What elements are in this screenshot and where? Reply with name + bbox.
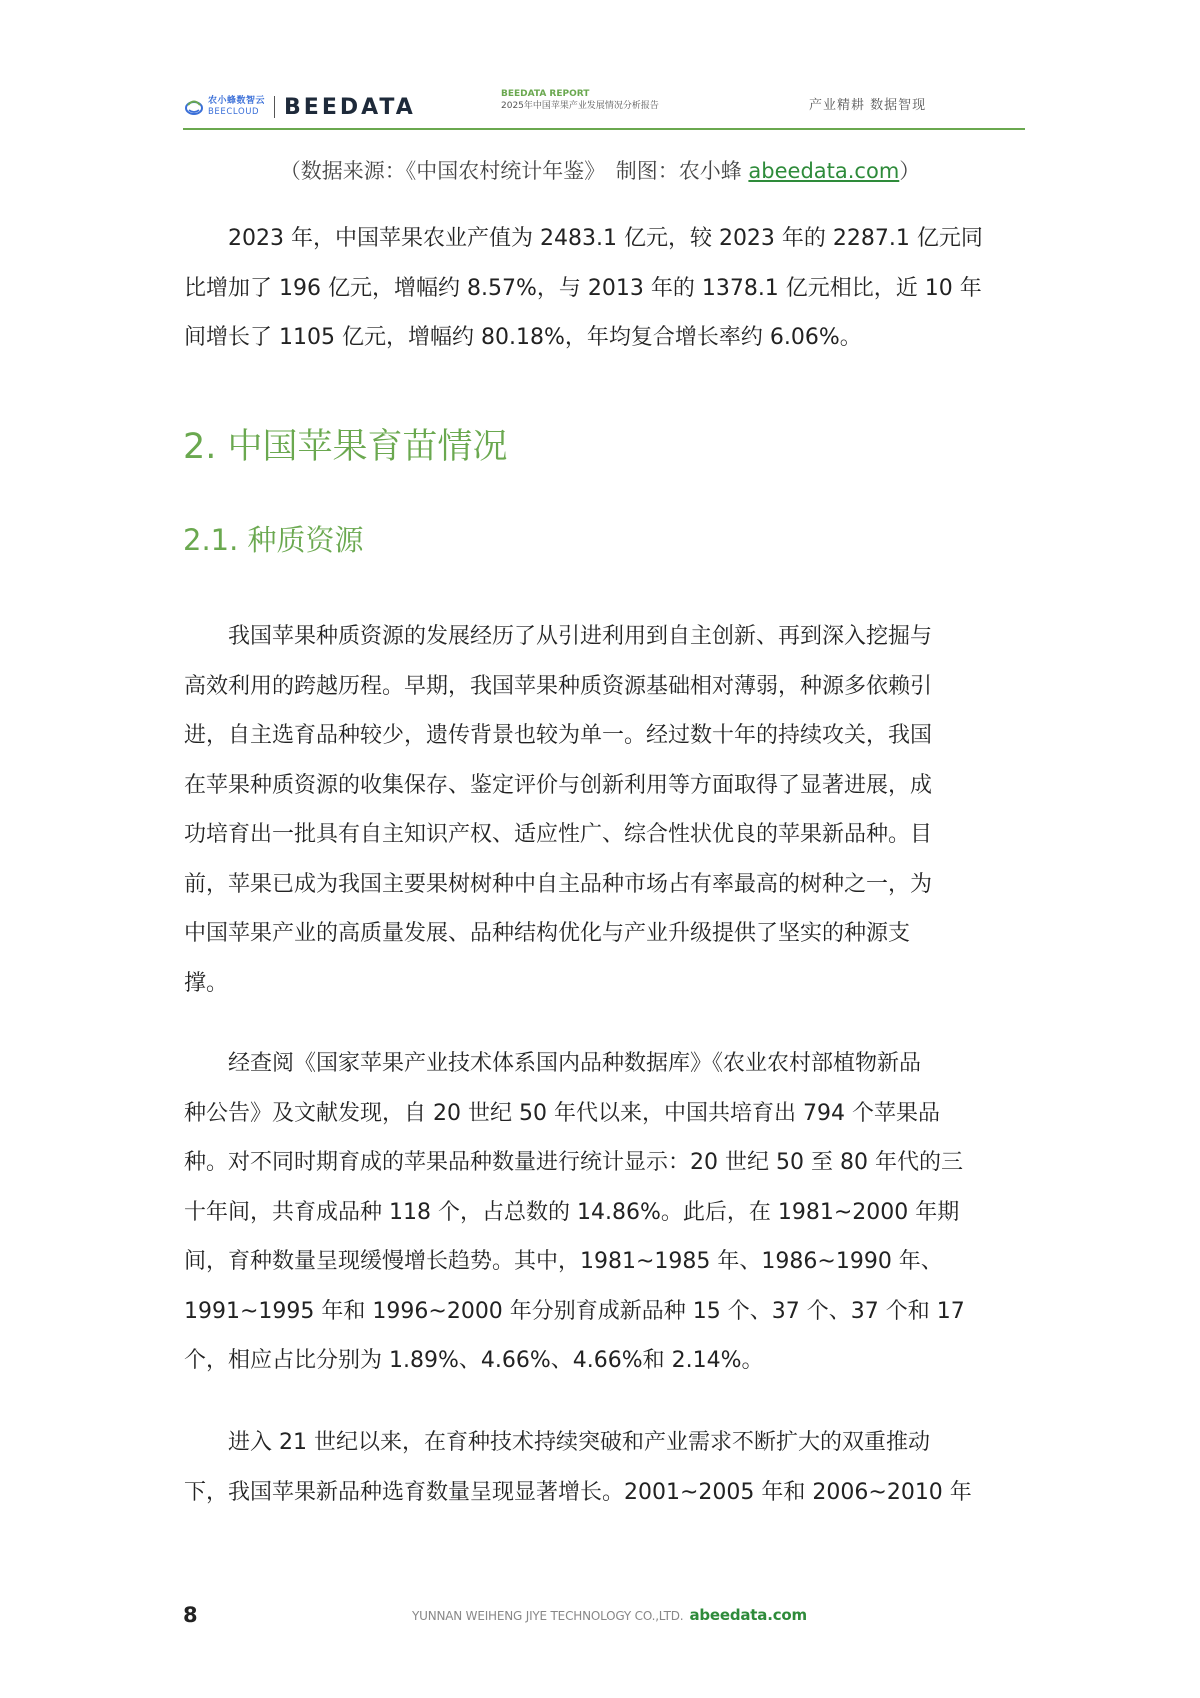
paragraph-line: 功培育出一批具有自主知识产权、适应性广、综合性状优良的苹果新品种。目 (184, 822, 933, 847)
brand-name: BEEDATA (284, 94, 416, 120)
caption-link[interactable]: abeedata.com (748, 159, 900, 183)
subsection-heading: 2.1. 种质资源 (183, 523, 364, 557)
paragraph-line: 进入 21 世纪以来，在育种技术持续突破和产业需求不断扩大的双重推动 (228, 1430, 930, 1455)
paragraph (184, 1039, 1026, 1386)
paragraph-line: 间，育种数量呈现缓慢增长趋势。其中，1981~1985 年、1986~1990 年、 (184, 1249, 943, 1274)
paragraph-line: 间增长了 1105 亿元，增幅约 80.18%，年均复合增长率约 6.06%。 (184, 325, 862, 350)
paragraph-line: 经查阅《国家苹果产业技术体系国内品种数据库》《农业农村部植物新品 (228, 1051, 922, 1076)
paragraph-line: 高效利用的跨越历程。早期，我国苹果种质资源基础相对薄弱，种源多依赖引 (184, 673, 933, 699)
logo (183, 92, 416, 122)
paragraph-line: 进，自主选育品种较少，遗传背景也较为单一。经过数十年的持续攻关，我国 (184, 723, 933, 748)
page-number: 8 (183, 1603, 198, 1627)
header-slogan: 产业精耕 数据智现 (809, 98, 927, 113)
paragraph-line: 种。对不同时期育成的苹果品种数量进行统计显示：20 世纪 50 至 80 年代的三 (184, 1150, 963, 1175)
paragraph-line: 种公告》及文献发现，自 20 世纪 50 年代以来，中国共培育出 794 个苹果品 (184, 1100, 940, 1126)
bee-logo-icon (183, 96, 205, 118)
paragraph-line: 前，苹果已成为我国主要果树树种中自主品种市场占有率最高的树种之一，为 (184, 871, 933, 897)
paragraph-line: 十年间，共育成品种 118 个，占总数的 14.86%。此后，在 1981~2000 年期 (184, 1199, 960, 1225)
logo-divider (274, 96, 275, 118)
paragraph-line: 下，我国苹果新品种选育数量呈现显著增长。2001~2005 年和 2006~2010 年 (184, 1479, 972, 1505)
page-header (183, 84, 1025, 130)
report-meta (501, 88, 659, 112)
paragraph (184, 1418, 1026, 1517)
paragraph (184, 214, 1026, 363)
paragraph-line: 1991~1995 年和 1996~2000 年分别育成新品种 15 个、37 个、37 个和 17 (184, 1298, 965, 1324)
report-title: 2025年中国苹果产业发展情况分析报告 (501, 101, 659, 112)
paragraph (184, 612, 1026, 1008)
logo-cn-text: 农小蜂数智云 (208, 96, 266, 107)
caption-source: （数据来源：《中国农村统计年鉴》 制图：农小蜂 (279, 159, 749, 183)
report-label: BEEDATA REPORT (501, 89, 590, 99)
company-name: YUNNAN WEIHENG JIYE TECHNOLOGY CO.,LTD. (412, 1609, 684, 1623)
footer-site-link[interactable]: abeedata.com (689, 1606, 807, 1624)
paragraph-line: 中国苹果产业的高质量发展、品种结构优化与产业升级提供了坚实的种源支 (184, 921, 911, 946)
paragraph-line: 个，相应占比分别为 1.89%、4.66%、4.66%和 2.14%。 (184, 1348, 764, 1373)
figure-caption (0, 155, 1200, 185)
paragraph-line: 2023 年，中国苹果农业产值为 2483.1 亿元，较 2023 年的 2287.1 亿元同 (228, 226, 983, 251)
caption-suffix: ） (899, 159, 921, 183)
section-heading: 2. 中国苹果育苗情况 (183, 427, 508, 467)
logo-en-text: BEECLOUD (208, 107, 260, 118)
paragraph-line: 在苹果种质资源的收集保存、鉴定评价与创新利用等方面取得了显著进展，成 (184, 772, 933, 798)
paragraph-line: 我国苹果种质资源的发展经历了从引进利用到自主创新、再到深入挖掘与 (228, 624, 933, 649)
footer-company (412, 1606, 807, 1624)
paragraph-line: 撑。 (184, 970, 229, 996)
paragraph-line: 比增加了 196 亿元，增幅约 8.57%，与 2013 年的 1378.1 亿元相比，近 10 年 (184, 275, 982, 301)
